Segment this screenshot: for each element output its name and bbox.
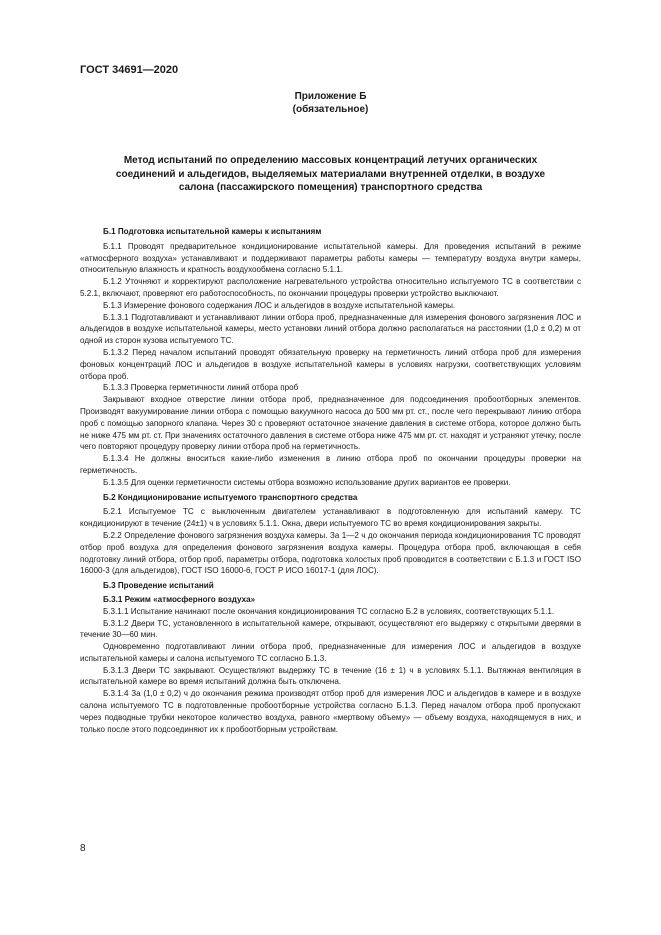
paragraph: Б.1.3.4 Не должны вноситься какие-либо изменения в линию отбора проб по окончании процедуры проверки на герметичность. — [80, 454, 581, 475]
paragraph: Одновременно подготавливают линии отбора проб, предназначенные для измерения ЛОС и альдегидов в воздухе испытательной камеры и салона испытуемого ТС согласно Б.1.3. — [80, 642, 581, 663]
paragraph: Б.3.1.1 Испытание начинают после окончания кондиционирования ТС согласно Б.2 в условиях, соответствующих 5.1.1. — [103, 606, 555, 616]
page-number: 8 — [80, 843, 86, 854]
section-heading: Б.2 Кондиционирование испытуемого транспортного средства — [103, 492, 358, 502]
paragraph: Закрывают входное отверстие линии отбора проб, предназначенное для подсоединения пробоотборных элементов. Производят вакуумирование линии отбора с помощью вакуумного насоса до 500 мм рт. ст., после чего перекрывают линию отбора проб с помощью запорного клапана. Через 30 с проверяют остаточное значение давления в системе отбора, которое должно быть не ниже 475 мм рт. ст. При значениях остаточного давления в системе отбора ниже 475 мм рт. ст. находят и устраняют утечку, после чего повторяют процедуру проверку линии отбора проб на герметичность. — [80, 395, 581, 452]
subsection-heading: Б.3.1 Режим «атмосферного воздуха» — [103, 594, 256, 604]
paragraph: Б.2.1 Испытуемое ТС с выключенным двигателем устанавливают в подготовленную для испытаний камеру. ТС кондиционируют в течение (24±1) ч в условиях 5.1.1. Окна, двери испытуемого ТС во время кондиционирования закрыты. — [80, 507, 581, 529]
paragraph: Б.1.2 Уточняют и корректируют расположение нагревательного устройства относительно испытуемого ТС в соответствии с 5.2.1, включают, проверяют его работоспособность, по окончании процедуры проверки устройство выключают. — [80, 277, 581, 298]
paragraph: Б.2.2 Определение фонового загрязнения воздуха камеры. За 1—2 ч до окончания периода кондиционирования ТС проводят отбор проб воздуха для определения фонового загрязнения воздуха камеры. Процедура отбора проб, включающая в себя подготовку линий отбора, отбор проб, параметры отбора, подготовка холостых проб проводится в соответствии с Б.1.3 и ГОСТ ISO 16000-3 (для альдегидов), ГОСТ ISO 16000-6, ГОСТ Р ИСО 16017-1 (для ЛОС). — [80, 530, 581, 576]
annex-status: (обязательное) — [292, 104, 369, 115]
paragraph: Б.3.1.3 Двери ТС закрывают. Осуществляют выдержку ТС в течение (16 ± 1) ч в условиях 5.1.1. Вытяжная вентиляция в испытательной камере во время испытаний должна быть отключена. — [80, 665, 581, 687]
paragraph: Б.1.3.1 Подготавливают и устанавливают линии отбора проб, предназначенные для измерения фонового загрязнения ЛОС и альдегидов в воздухе испытательной камеры, место установки линий отбора должно располагаться на расстоянии (1,0 ± 0,2) м от одной из сторон кузова испытуемого ТС. — [80, 312, 581, 346]
paragraph: Б.1.3.3 Проверка герметичности линий отбора проб — [103, 383, 299, 393]
section-heading: Б.1 Подготовка испытательной камеры к испытаниям — [103, 227, 322, 236]
paragraph: Б.1.3.2 Перед началом испытаний проводят обязательную проверку на герметичность линий отбора проб для измерения фоновых концентраций ЛОС и альдегидов в воздухе испытательной камеры в условиях нагрузки, соответствующих условиям отбора проб. — [80, 347, 581, 381]
annex-title: Приложение Б — [294, 91, 367, 102]
document-body — [80, 224, 581, 735]
paragraph: Б.3.1.4 За (1,0 ± 0,2) ч до окончания режима производят отбор проб для измерения ЛОС и альдегидов в камере и в воздухе салона испытуемого ТС в подготовленные пробоотборные устройства согласно Б.1.3. Перед началом отбора проб пропускают через подводные трубки некоторое количество воздуха, равного «мертвому объему» — объему воздуха, находящемуся в них, и только после этого подсоединяют их к пробоотборным устройствам. — [80, 689, 581, 734]
paragraph: Б.1.3 Измерение фонового содержания ЛОС и альдегидов в воздухе испытательной камеры. — [103, 300, 456, 310]
method-title: Метод испытаний по определению массовых концентраций летучих органических соединений и альдегидов, выделяемых материалами внутренней отделки, в воздухе салона (пассажирского помещения) транспортного средства — [115, 155, 546, 193]
section-heading: Б.3 Проведение испытаний — [103, 581, 214, 591]
paragraph: Б.1.1 Проводят предварительное кондиционирование испытательной камеры. Для проведения испытаний в режиме «атмосферного воздуха» устанавливают и поддерживают параметры работы камеры — температуру воздуха внутри камеры, относительную влажность и кратность воздухообмена согласно 5.1.1. — [80, 241, 581, 275]
paragraph: Б.1.3.5 Для оценки герметичности системы отбора возможно использование других вариантов ее проверки. — [103, 477, 511, 487]
standard-header: ГОСТ 34691—2020 — [80, 64, 179, 76]
paragraph: Б.3.1.2 Двери ТС, установленного в испытательной камере, открывают, осуществляют его выдержку с открытыми дверями в течение 30—60 мин. — [80, 618, 581, 640]
